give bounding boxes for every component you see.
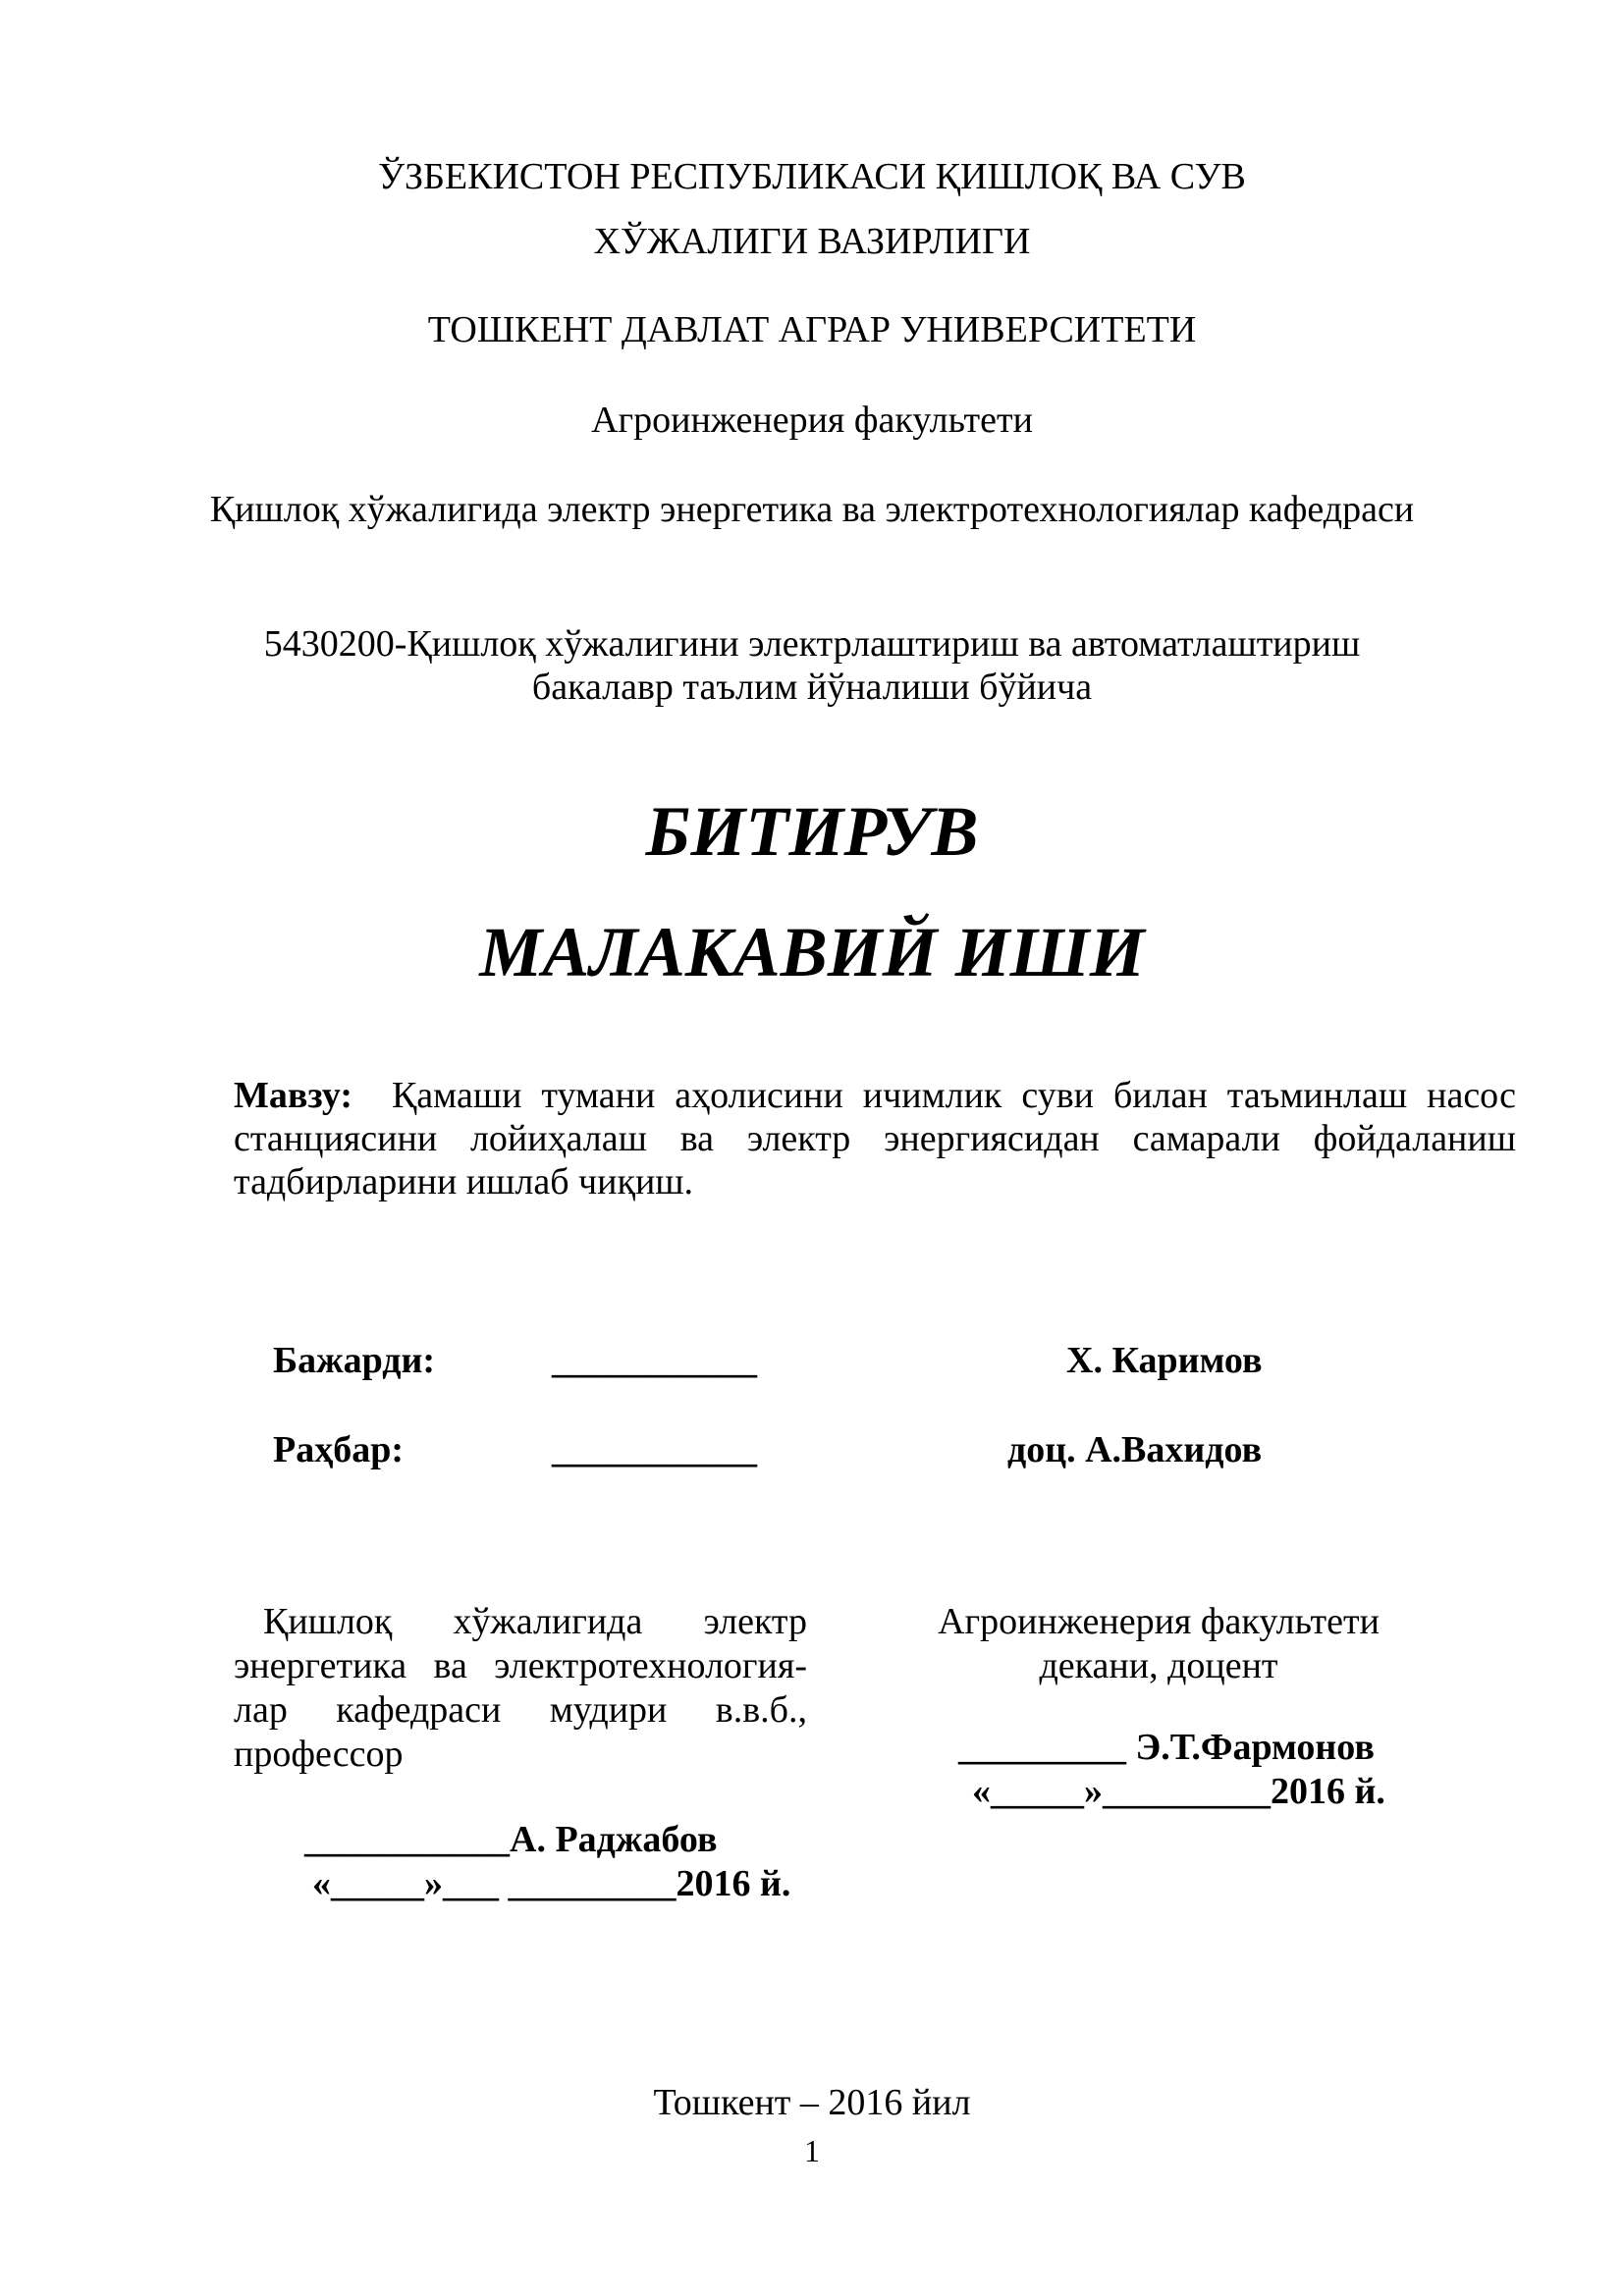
university-name: ТОШКЕНТ ДАВЛАТ АГРАР УНИВЕРСИТЕТИ xyxy=(427,309,1197,350)
dean-line-1: Агроинженерия факультети xyxy=(938,1601,1380,1642)
dean-approval xyxy=(923,1600,1394,1688)
ministry-line-2: ХЎЖАЛИГИ ВАЗИРЛИГИ xyxy=(593,221,1031,262)
performer-signature-line: ___________ xyxy=(552,1340,757,1381)
dean-date: «_____»_________2016 й. xyxy=(972,1771,1385,1812)
dept-head-line-2: энергетика ва электротехнология- xyxy=(234,1645,807,1686)
topic-label: Мавзу: xyxy=(234,1075,353,1116)
city-year: Тошкент – 2016 йил xyxy=(653,2082,971,2123)
dean-line-2: декани, доцент xyxy=(1039,1645,1278,1686)
ministry-line-1: ЎЗБЕКИСТОН РЕСПУБЛИКАСИ ҚИШЛОҚ ВА СУВ xyxy=(378,156,1246,197)
dept-head-line-1: Қишлоқ хўжалигида электр xyxy=(263,1601,807,1642)
performer-label: Бажарди: xyxy=(273,1340,436,1381)
supervisor-label: Раҳбар: xyxy=(273,1429,404,1470)
title-line-1: БИТИРУВ xyxy=(645,792,979,871)
dept-head-line-3: лар кафедраси мудири в.в.б., xyxy=(234,1689,807,1731)
title-line-2: МАЛАКАВИЙ ИШИ xyxy=(479,913,1145,991)
topic-paragraph xyxy=(234,1074,1516,1203)
supervisor-signature-line: ___________ xyxy=(552,1429,757,1470)
dept-head-signature: ___________А. Раджабов xyxy=(304,1819,718,1860)
faculty-name: Агроинженерия факультети xyxy=(591,400,1033,441)
page-number: 1 xyxy=(804,2133,820,2168)
topic-text: Қамаши тумани аҳолисини ичимлик суви билан таъминлаш насос станциясини лойиҳалаш ва электр энергиясидан самарали фойдаланиш тадбирларини ишлаб чиқиш. xyxy=(234,1075,1516,1202)
department-head-approval xyxy=(234,1600,807,1777)
department-name: Қишлоқ хўжалигида электр энергетика ва электротехнологиялар кафедраси xyxy=(209,489,1415,530)
dean-signature: _________ Э.Т.Фармонов xyxy=(958,1727,1375,1768)
supervisor-name: доц. А.Вахидов xyxy=(1007,1429,1263,1470)
dept-head-date: «_____»___ _________2016 й. xyxy=(312,1863,791,1904)
direction-line-1: 5430200-Қишлоқ хўжалигини электрлаштириш ва автоматлаштириш xyxy=(263,623,1361,665)
direction-line-2: бакалавр таълим йўналиши бўйича xyxy=(531,667,1093,708)
dept-head-line-4: профессор xyxy=(234,1734,404,1775)
performer-name: Х. Каримов xyxy=(1066,1340,1263,1381)
